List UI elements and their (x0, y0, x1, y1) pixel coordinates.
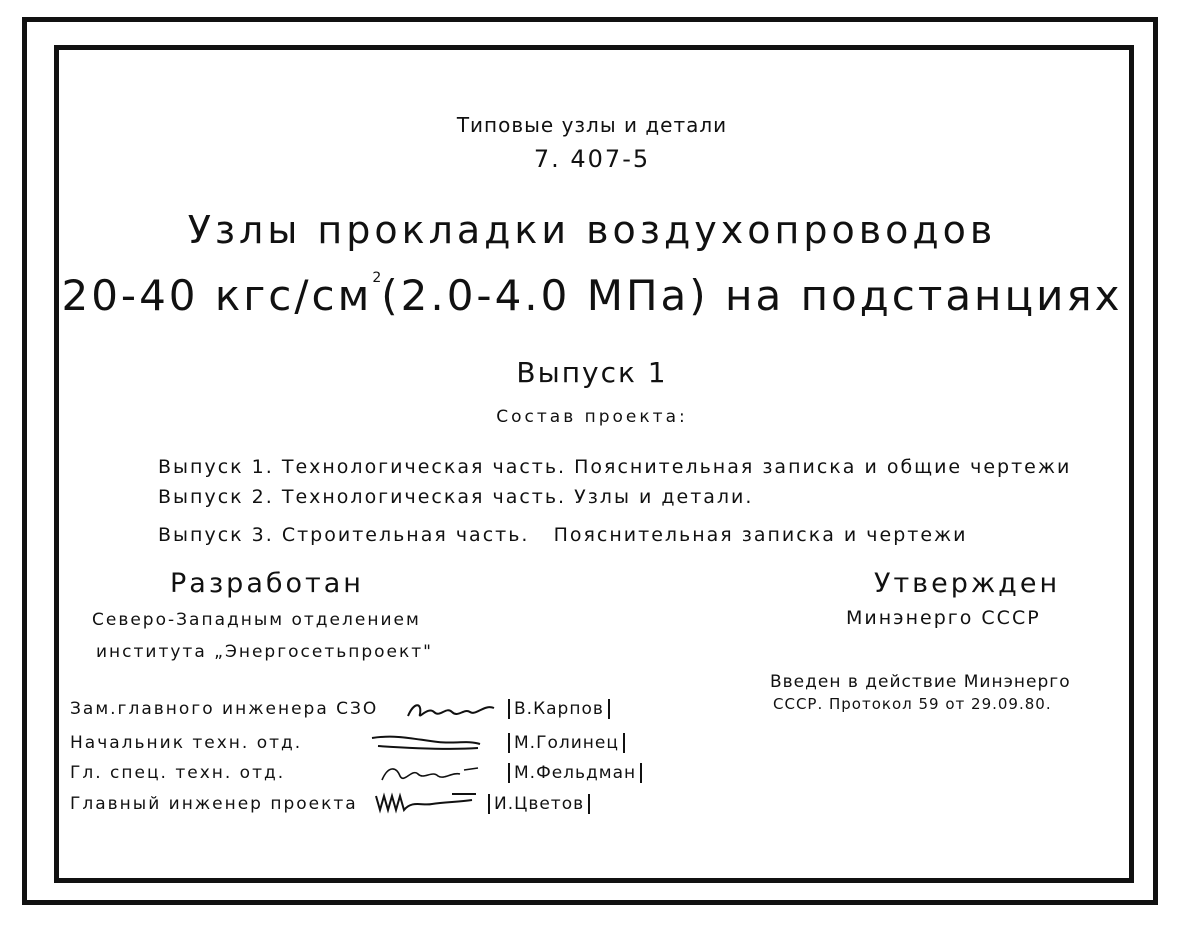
signature-role: Начальник техн. отд. (70, 733, 303, 753)
signature-role: Зам.главного инженера СЗО (70, 699, 379, 719)
developed-org-line-2: института „Энергосетьпроект" (96, 642, 434, 662)
signature-name: М.Фельдман (508, 763, 642, 783)
series-name: Типовые узлы и детали (456, 113, 728, 137)
handwritten-signature (372, 790, 488, 816)
title-line-2-post: (2.0-4.0 МПа) на подстанциях (381, 271, 1123, 320)
signature-name: М.Голинец (508, 733, 625, 753)
signature-role: Главный инженер проекта (70, 794, 358, 814)
introduced-line-1: Введен в действие Минэнерго (770, 672, 1071, 692)
issue-number: Выпуск 1 (516, 356, 668, 389)
handwritten-signature (368, 730, 486, 754)
volume-item: Выпуск 2. Технологическая часть. Узлы и детали. (158, 486, 754, 508)
volume-item: Выпуск 1. Технологическая часть. Пояснительная записка и общие чертежи (158, 456, 1072, 478)
series-code: 7. 407-5 (533, 145, 651, 173)
signature-name: В.Карпов (508, 699, 610, 719)
handwritten-signature (404, 698, 504, 724)
title-line-2-pre: 20-40 кгс/см (61, 271, 373, 320)
volume-item: Выпуск 3. Строительная часть. Пояснительная записка и чертежи (158, 524, 968, 546)
signature-role: Гл. спец. техн. отд. (70, 763, 286, 783)
developed-org-line-1: Северо-Западным отделением (92, 610, 421, 630)
approved-org: Минэнерго СССР (846, 607, 1041, 629)
handwritten-signature (378, 760, 488, 786)
introduced-line-2: СССР. Протокол 59 от 29.09.80. (773, 695, 1052, 713)
composition-heading: Состав проекта: (496, 407, 688, 427)
developed-heading: Разработан (170, 568, 364, 599)
title-line-2 (0, 270, 1184, 320)
approved-heading: Утвержден (874, 568, 1061, 599)
title-line-2-sup: 2 (372, 270, 382, 286)
title-line-1: Узлы прокладки воздухопроводов (187, 208, 997, 252)
signature-name: И.Цветов (488, 794, 590, 814)
